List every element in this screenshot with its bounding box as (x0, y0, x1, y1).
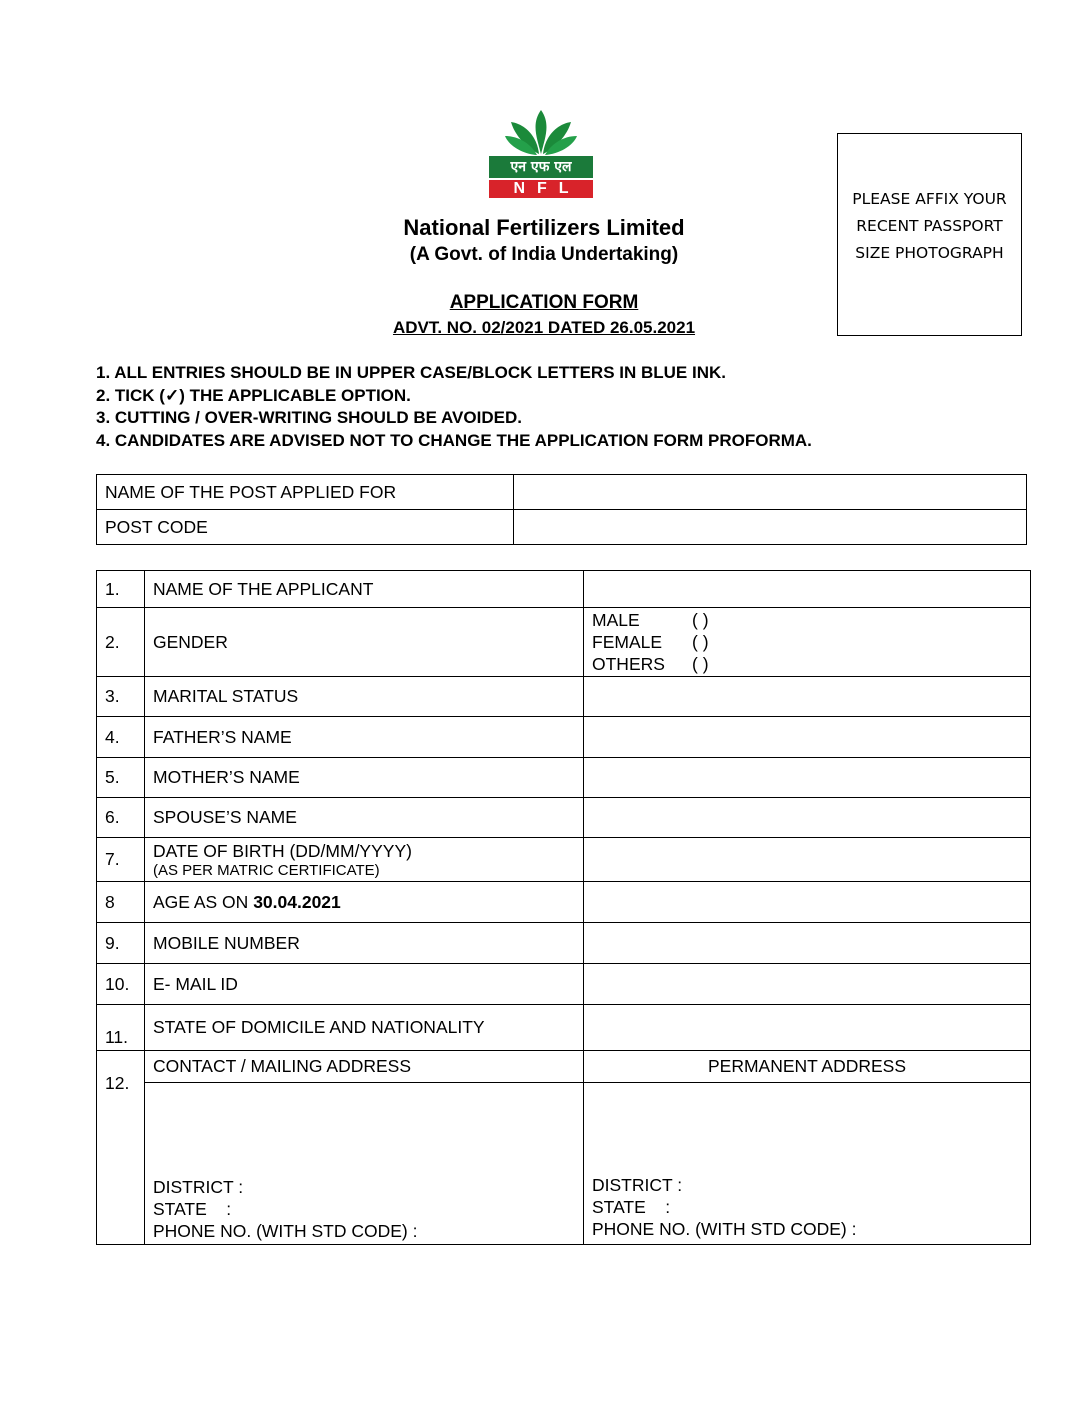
advertisement-number: ADVT. NO. 02/2021 DATED 26.05.2021 (392, 318, 696, 337)
age-field[interactable] (584, 882, 1031, 923)
gender-option-others[interactable] (592, 653, 1022, 675)
instruction-item: 1. ALL ENTRIES SHOULD BE IN UPPER CASE/BLOCK LETTERS IN BLUE INK. (96, 363, 726, 382)
dob-label: DATE OF BIRTH (DD/MM/YYYY) (153, 840, 412, 861)
table-row (97, 1083, 1031, 1245)
table-row (97, 923, 1031, 964)
permanent-address-label: PERMANENT ADDRESS (584, 1051, 1031, 1083)
logo-abbr: NFL (489, 180, 593, 198)
row-label: FATHER’S NAME (145, 717, 584, 758)
instruction-item: 2. TICK (✓) THE APPLICABLE OPTION. (96, 385, 411, 405)
state-label: STATE : (592, 1197, 671, 1217)
row-number: 1. (97, 571, 145, 608)
table-row (97, 608, 1031, 677)
leaf-icon (487, 108, 595, 156)
instruction-item: 3. CUTTING / OVER-WRITING SHOULD BE AVOIDED. (96, 408, 522, 427)
row-number: 4. (97, 717, 145, 758)
table-row (97, 510, 1027, 545)
table-row (97, 1005, 1031, 1051)
row-label: GENDER (145, 608, 584, 677)
row-number: 11. (97, 1005, 145, 1051)
row-label (145, 838, 584, 882)
row-number: 9. (97, 923, 145, 964)
row-label: MOTHER’S NAME (145, 758, 584, 798)
applicant-name-field[interactable] (584, 571, 1031, 608)
post-table (96, 474, 1027, 545)
phone-label: PHONE NO. (WITH STD CODE) : (592, 1219, 857, 1239)
table-row (97, 798, 1031, 838)
row-label: NAME OF THE APPLICANT (145, 571, 584, 608)
photo-placeholder[interactable] (837, 133, 1022, 336)
mailing-address-label: CONTACT / MAILING ADDRESS (145, 1051, 584, 1083)
organization-subtitle: (A Govt. of India Undertaking) (409, 244, 679, 265)
table-row (97, 758, 1031, 798)
gender-option-label: MALE (592, 610, 640, 630)
mobile-number-field[interactable] (584, 923, 1031, 964)
permanent-address-field[interactable] (584, 1083, 1031, 1245)
instruction-item: 4. CANDIDATES ARE ADVISED NOT TO CHANGE THE APPLICATION FORM PROFORMA. (96, 430, 812, 450)
row-number: 6. (97, 798, 145, 838)
gender-option-label: FEMALE (592, 632, 663, 652)
domicile-field[interactable] (584, 1005, 1031, 1051)
mother-name-field[interactable] (584, 758, 1031, 798)
post-code-field[interactable] (514, 510, 1027, 545)
row-number: 8 (97, 882, 145, 923)
table-row (97, 882, 1031, 923)
table-row (97, 717, 1031, 758)
row-label: SPOUSE’S NAME (145, 798, 584, 838)
row-number: 5. (97, 758, 145, 798)
dob-sublabel: (AS PER MATRIC CERTIFICATE) (153, 861, 380, 879)
row-label: E- MAIL ID (145, 964, 584, 1005)
row-label: MOBILE NUMBER (145, 923, 584, 964)
mailing-address-field[interactable] (145, 1083, 584, 1245)
gender-option-label: OTHERS (592, 654, 665, 674)
photo-instructions (838, 186, 1021, 267)
applicant-details-table (96, 570, 1031, 1245)
row-number: 3. (97, 677, 145, 717)
spouse-name-field[interactable] (584, 798, 1031, 838)
table-row (97, 475, 1027, 510)
phone-label: PHONE NO. (WITH STD CODE) : (153, 1221, 418, 1241)
form-title: APPLICATION FORM (449, 292, 639, 313)
tick-box[interactable]: ( ) (692, 610, 709, 630)
post-code-label: POST CODE (97, 510, 514, 545)
row-label: MARITAL STATUS (145, 677, 584, 717)
nfl-logo (487, 108, 595, 198)
photo-text-line: RECENT PASSPORT (856, 217, 1003, 235)
table-row (97, 677, 1031, 717)
gender-option-male[interactable] (592, 609, 1022, 631)
row-label (145, 882, 584, 923)
table-row (97, 1051, 1031, 1083)
tick-box[interactable]: ( ) (692, 632, 709, 652)
instructions-list (96, 362, 1026, 452)
table-row (97, 571, 1031, 608)
row-number: 12. (97, 1051, 145, 1245)
row-label: STATE OF DOMICILE AND NATIONALITY (145, 1005, 584, 1051)
marital-status-field[interactable] (584, 677, 1031, 717)
row-number: 10. (97, 964, 145, 1005)
table-row (97, 964, 1031, 1005)
organization-name: National Fertilizers Limited (403, 215, 685, 240)
district-label: DISTRICT : (592, 1175, 683, 1195)
row-number: 7. (97, 838, 145, 882)
father-name-field[interactable] (584, 717, 1031, 758)
dob-field[interactable] (584, 838, 1031, 882)
age-reference-date: 30.04.2021 (253, 891, 341, 912)
logo-hindi-text: एन एफ एल (489, 156, 593, 178)
post-name-field[interactable] (514, 475, 1027, 510)
gender-options (584, 608, 1031, 677)
tick-box[interactable]: ( ) (692, 654, 709, 674)
row-number: 2. (97, 608, 145, 677)
age-label: AGE AS ON (153, 891, 254, 912)
email-field[interactable] (584, 964, 1031, 1005)
gender-option-female[interactable] (592, 631, 1022, 653)
photo-text-line: SIZE PHOTOGRAPH (855, 244, 1004, 262)
table-row (97, 838, 1031, 882)
state-label: STATE : (153, 1199, 232, 1219)
post-name-label: NAME OF THE POST APPLIED FOR (97, 475, 514, 510)
photo-text-line: PLEASE AFFIX YOUR (852, 190, 1007, 208)
district-label: DISTRICT : (153, 1177, 244, 1197)
